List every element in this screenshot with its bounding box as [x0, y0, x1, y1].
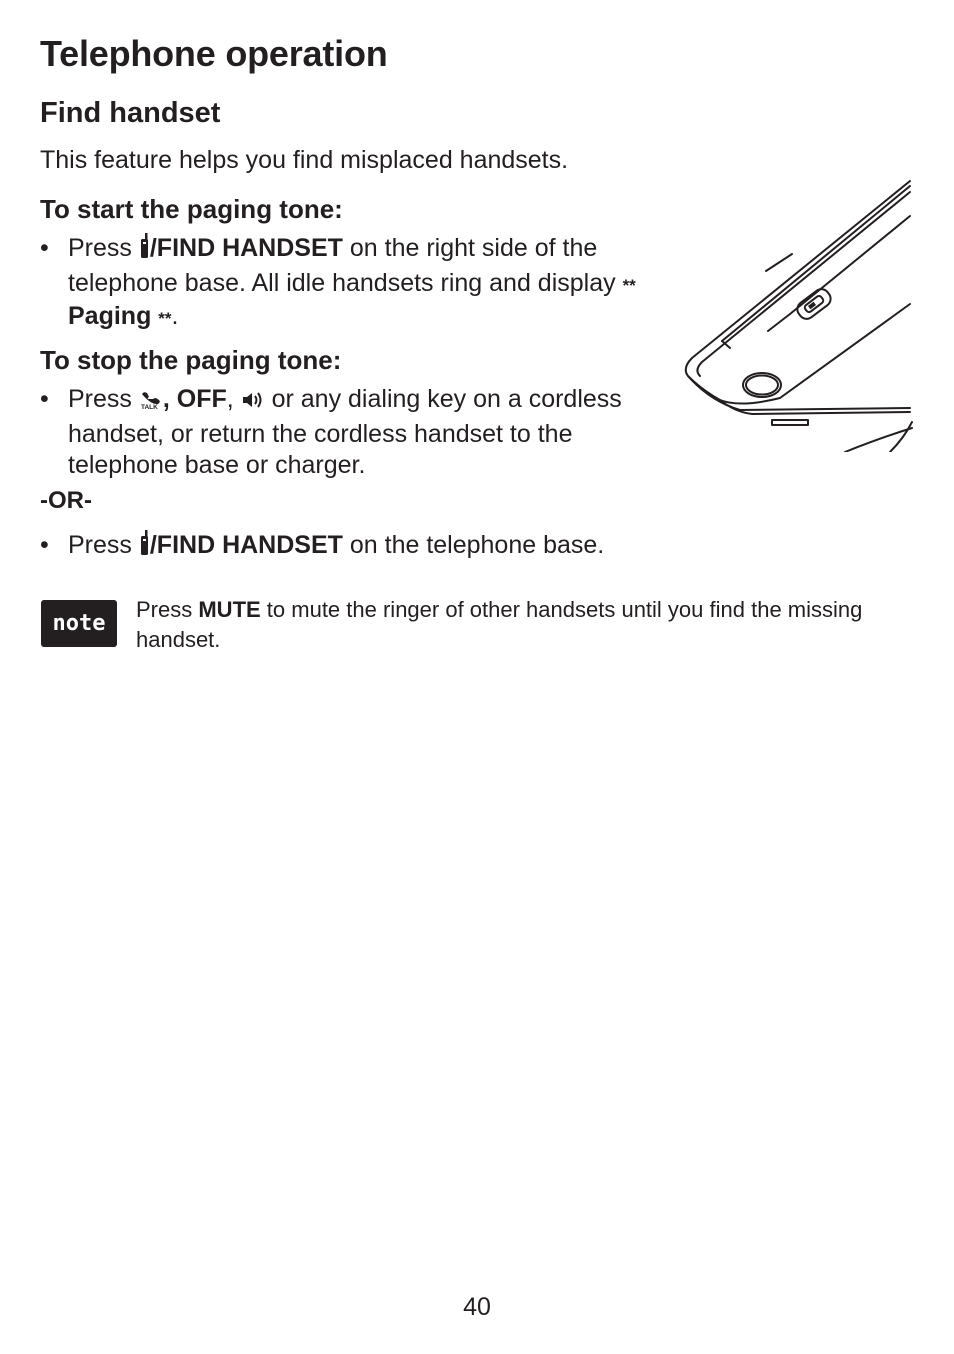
off-key: OFF	[169, 385, 227, 413]
press-word: Press	[68, 234, 132, 262]
press-word: Press	[68, 385, 132, 413]
stop-paging-instruction	[68, 384, 668, 482]
or-separator: -OR-	[40, 487, 92, 514]
instruction-text: on the telephone base.	[342, 531, 605, 559]
note-text	[136, 595, 896, 655]
comma: ,	[162, 385, 170, 413]
bullet-dot: •	[40, 385, 49, 413]
handset-icon	[139, 530, 150, 565]
note-badge: note	[41, 600, 117, 647]
stop-paging-alt-instruction	[68, 530, 668, 565]
asterisks-left: **	[622, 275, 636, 295]
asterisks-right: **	[158, 309, 172, 328]
instruction-text: or any dialing key on a cordless handset, or return the cordless handset to the telephone base or charger.	[68, 385, 622, 479]
speaker-icon	[241, 387, 265, 419]
intro-text: This feature helps you find misplaced handsets.	[40, 146, 569, 174]
note-rest-text: to mute the ringer of other handsets until you find the missing handset.	[136, 597, 863, 652]
start-paging-heading: To start the paging tone:	[40, 194, 343, 224]
instruction-text: on the right side of the telephone base. All idle handsets ring and display	[68, 234, 623, 297]
stop-paging-heading: To stop the paging tone:	[40, 345, 342, 375]
period: .	[171, 302, 179, 330]
talk-icon	[139, 387, 163, 419]
telephone-base-illustration	[680, 176, 914, 452]
page-number: 40	[463, 1293, 491, 1321]
section-title: Find handset	[40, 97, 221, 129]
find-handset-key: /FIND HANDSET	[149, 234, 343, 262]
mute-key: MUTE	[198, 597, 261, 622]
note-press-text: Press	[136, 597, 199, 622]
bullet-dot: •	[40, 234, 49, 262]
start-paging-instruction	[68, 233, 668, 335]
comma: ,	[226, 385, 241, 413]
page-title: Telephone operation	[40, 33, 388, 74]
handset-icon	[139, 233, 150, 268]
paging-display-text: Paging	[68, 302, 159, 330]
talk-icon-label: TALK	[140, 404, 158, 410]
find-handset-key: /FIND HANDSET	[149, 531, 343, 559]
press-word: Press	[68, 531, 132, 559]
bullet-dot: •	[40, 531, 49, 559]
